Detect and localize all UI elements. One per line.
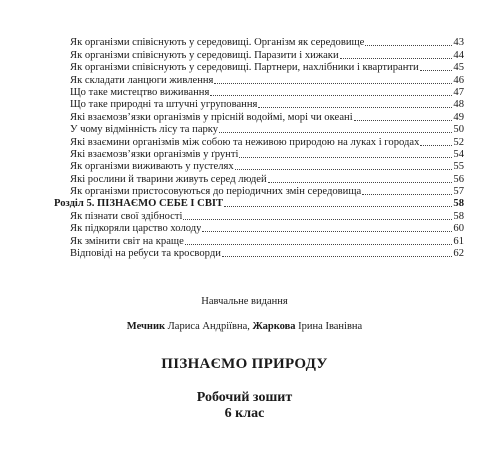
toc-entry	[62, 223, 464, 235]
book-subtitle: Робочий зошит	[196, 390, 293, 405]
toc-dot-leader	[202, 231, 452, 232]
toc-dot-leader	[340, 58, 453, 59]
toc-dot-leader	[420, 145, 452, 146]
toc-entry-title: Як організми виживають у пустелях	[70, 161, 234, 173]
toc-page-number: 46	[453, 74, 464, 86]
toc-entry	[62, 87, 464, 99]
toc-dot-leader	[183, 219, 452, 220]
grade-label: 6 клас	[224, 406, 265, 421]
toc-entry-title: Як організми співіснують у середовищі. Паразити і хижаки	[70, 49, 339, 61]
toc-entry	[62, 210, 464, 222]
toc-entry	[62, 149, 464, 161]
toc-entry	[62, 74, 464, 86]
toc-page-number: 58	[453, 198, 464, 210]
toc-entry	[62, 62, 464, 74]
toc-dot-leader	[222, 256, 453, 257]
toc-dot-leader	[214, 83, 452, 84]
author2-first-names: Ірина Іванівна	[298, 321, 363, 332]
toc-page-number: 43	[453, 37, 464, 49]
toc-entry-title: Як змінити світ на краще	[70, 235, 184, 247]
author1-first-names: Лариса Андріївна,	[167, 321, 250, 332]
toc-entry	[62, 136, 464, 148]
edition-type: Навчальне видання	[201, 296, 288, 307]
toc-entry-title: Як пізнати свої здібності	[70, 210, 183, 222]
toc-entry-title: Як організми співіснують у середовищі. Організм як середовище	[70, 37, 365, 49]
toc-page-number: 58	[453, 210, 464, 222]
toc-dot-leader	[268, 182, 453, 183]
toc-entry-title: Що таке природні та штучні угруповання	[70, 99, 258, 111]
toc-entry	[62, 49, 464, 61]
toc-dot-leader	[239, 157, 452, 158]
author2-last-name: Жаркова	[252, 321, 296, 332]
toc-page-number: 60	[453, 223, 464, 235]
toc-entry-title: Відповіді на ребуси та кросворди	[70, 248, 221, 260]
toc-page-number: 48	[453, 99, 464, 111]
toc-entry	[62, 124, 464, 136]
toc-section-heading	[54, 198, 464, 210]
toc-entry-title: Які взаємозв’язки організмів у прісній водоймі, морі чи океані	[70, 111, 353, 123]
toc-dot-leader	[258, 107, 452, 108]
toc-entry-title: Як організми співіснують у середовищі. Партнери, нахлібники і квартиранти	[70, 62, 419, 74]
table-of-contents	[54, 37, 464, 260]
toc-entry-title: Як підкоряли царство холоду	[70, 223, 202, 235]
toc-entry-title: Як організми пристосовуються до періодичних змін середовища	[70, 186, 362, 198]
toc-page-number: 56	[453, 173, 464, 185]
toc-page-number: 61	[453, 235, 464, 247]
toc-dot-leader	[354, 120, 453, 121]
toc-page-number: 49	[453, 111, 464, 123]
toc-entry	[62, 37, 464, 49]
toc-page-number: 55	[453, 161, 464, 173]
toc-entry	[62, 173, 464, 185]
toc-dot-leader	[362, 194, 452, 195]
toc-dot-leader	[365, 45, 452, 46]
authors-line	[0, 321, 489, 332]
toc-page-number: 44	[453, 49, 464, 61]
toc-page-number: 47	[453, 86, 464, 98]
book-title: ПІЗНАЄМО ПРИРОДУ	[161, 356, 328, 372]
toc-entry-title: Як складати ланцюги живлення	[70, 74, 214, 86]
toc-entry-title: Які рослини й тварини живуть серед людей	[70, 173, 267, 185]
toc-page-number: 45	[453, 62, 464, 74]
toc-page-number: 57	[453, 186, 464, 198]
toc-entry-title: Які взаємини організмів між собою та неживою природою на луках і городах	[70, 136, 420, 148]
toc-page-number: 62	[453, 248, 464, 260]
toc-entry-title: Які взаємозв’язки організмів у ґрунті	[70, 148, 239, 160]
toc-entry-title: Розділ 5. ПІЗНАЄМО СЕБЕ І СВІТ	[54, 198, 224, 210]
toc-entry	[62, 186, 464, 198]
toc-entry-title: У чому відмінність лісу та парку	[70, 124, 219, 136]
toc-dot-leader	[210, 95, 452, 96]
toc-entry	[62, 248, 464, 260]
toc-dot-leader	[219, 132, 452, 133]
toc-entry	[62, 99, 464, 111]
toc-entry	[62, 111, 464, 123]
toc-page-number: 54	[453, 148, 464, 160]
toc-dot-leader	[224, 206, 452, 207]
toc-page-number: 52	[453, 136, 464, 148]
toc-entry-title: Що таке мистецтво виживання	[70, 86, 210, 98]
toc-dot-leader	[420, 70, 453, 71]
toc-dot-leader	[235, 169, 453, 170]
toc-entry	[62, 235, 464, 247]
toc-page-number: 50	[453, 124, 464, 136]
toc-entry	[62, 161, 464, 173]
author1-last-name: Мечник	[126, 321, 166, 332]
toc-dot-leader	[185, 244, 453, 245]
